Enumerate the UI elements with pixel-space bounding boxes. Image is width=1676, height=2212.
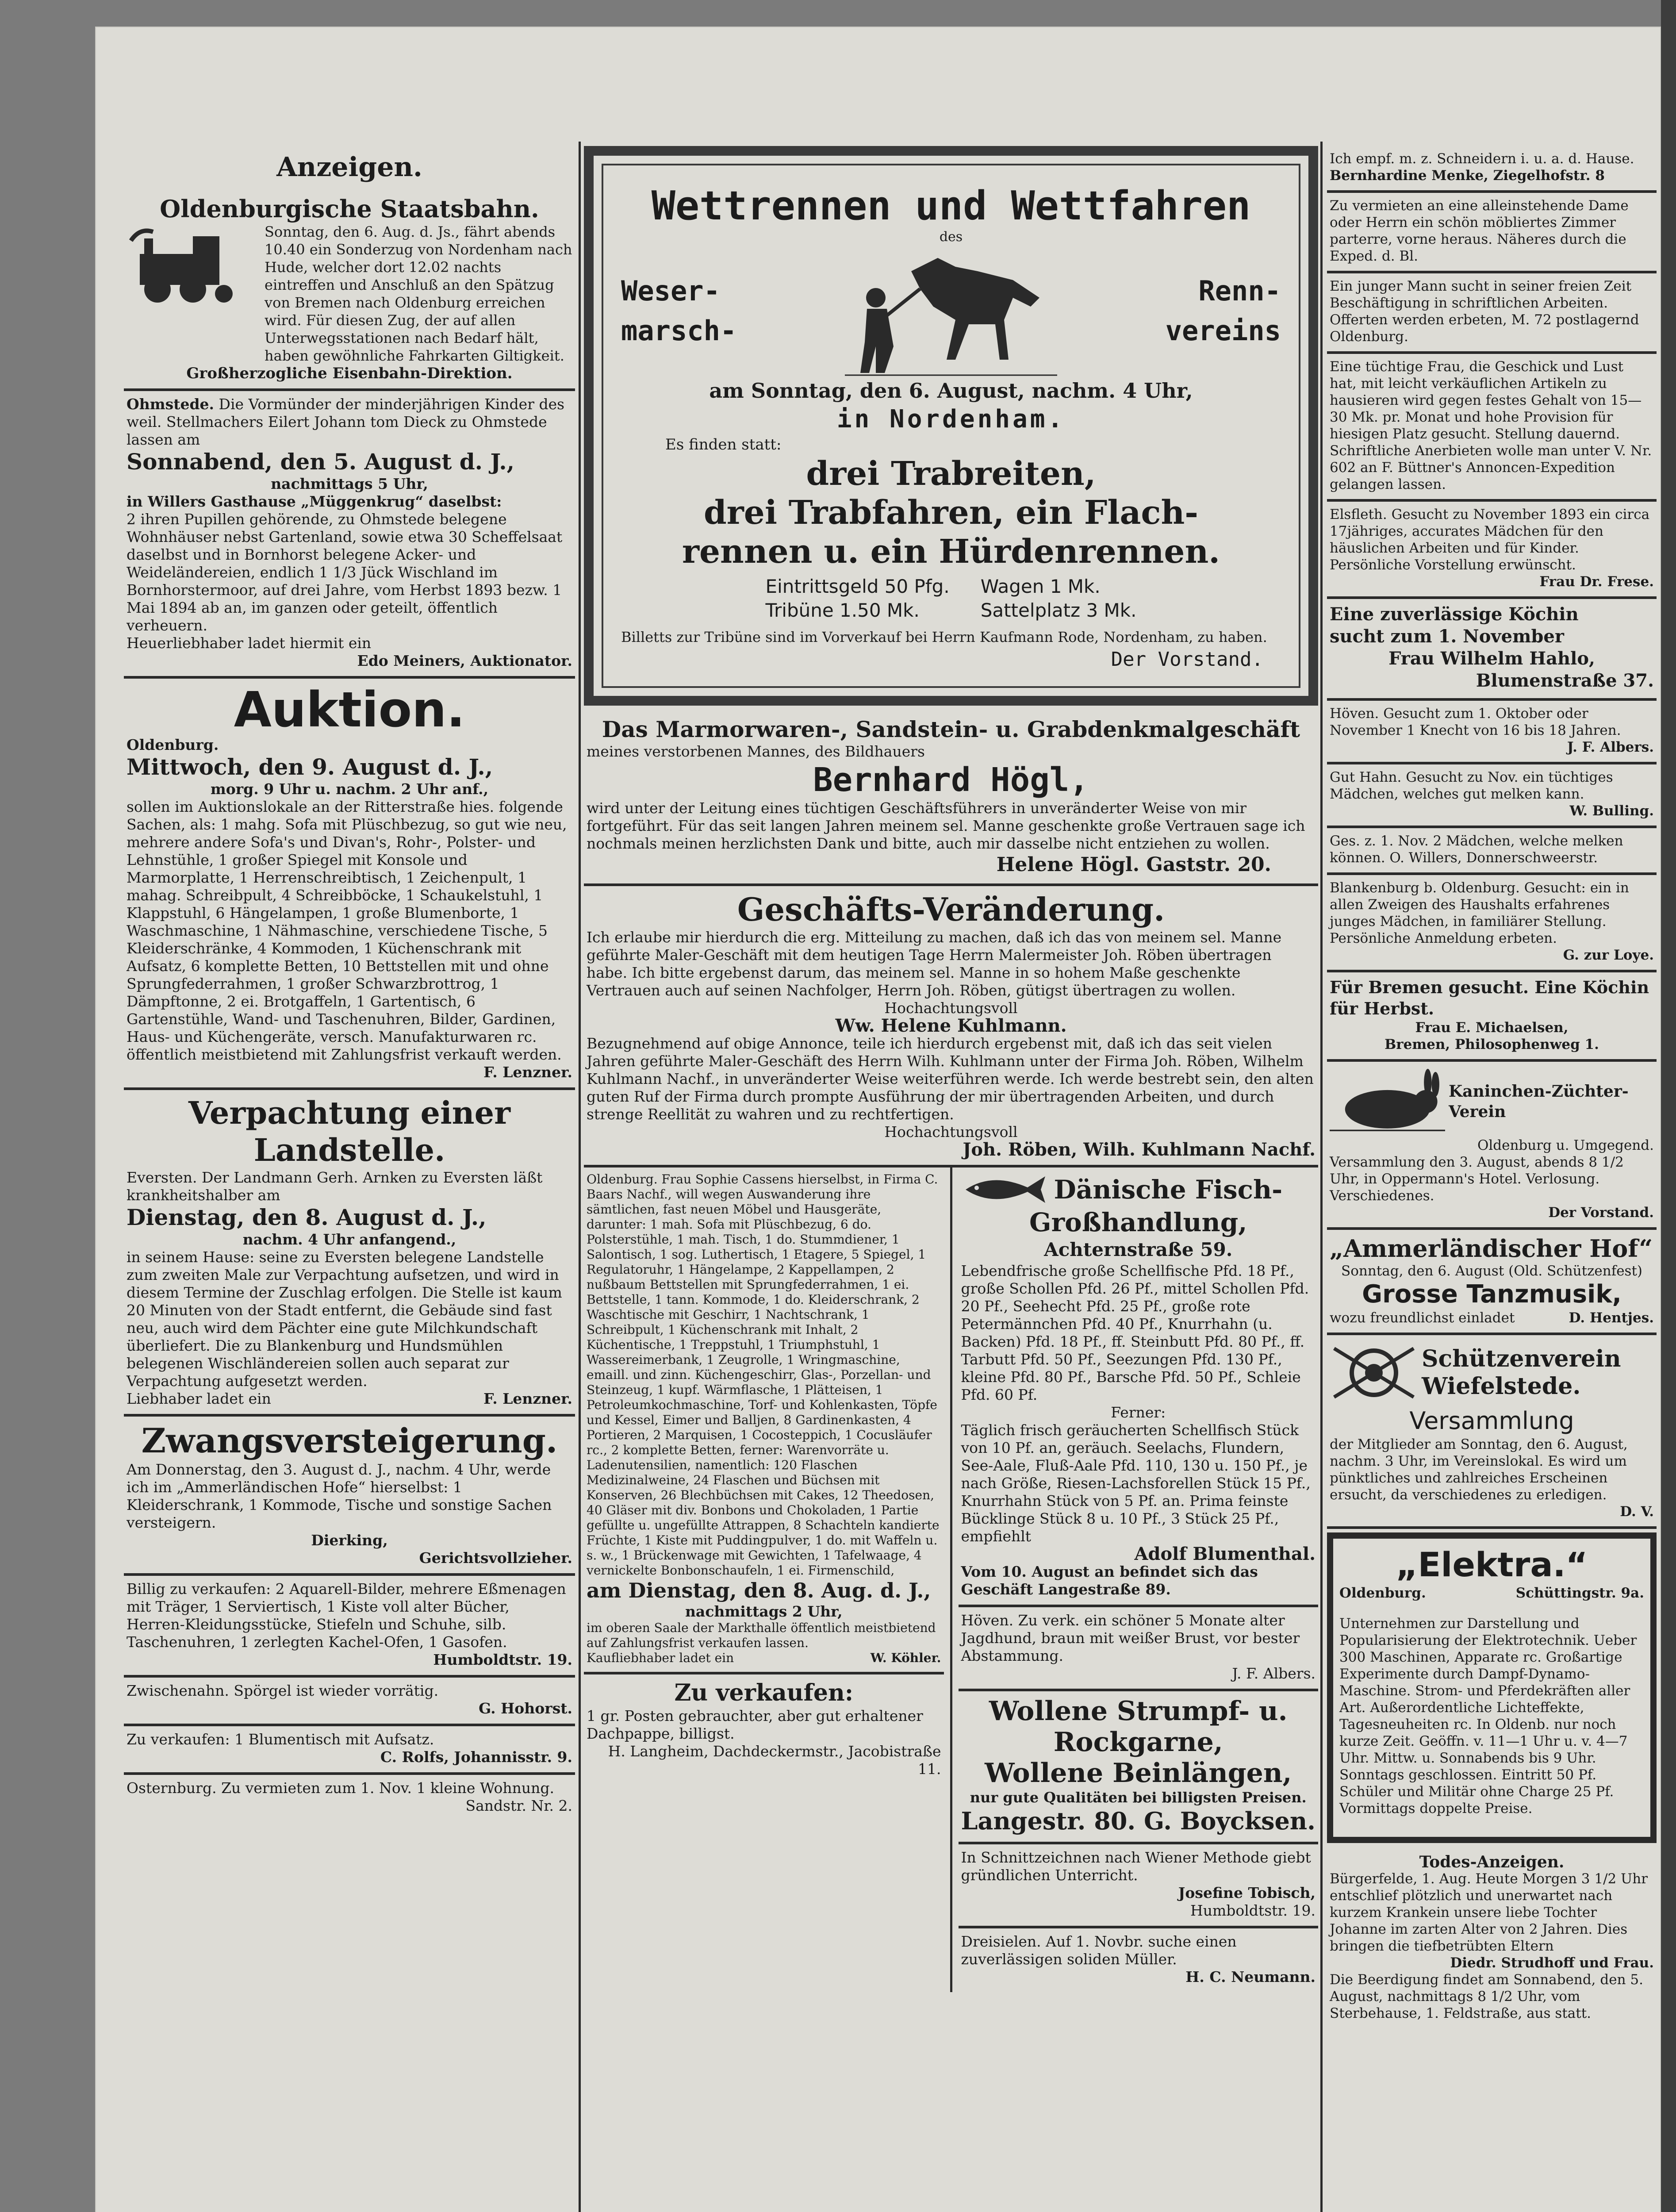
race-fee1: Eintrittsgeld 50 Pfg. — [765, 576, 950, 597]
hoeven-hund-text: Höven. Zu verk. ein schöner 5 Monate alter Jagdhund, braun mit weißer Brust, vor bester Abstammung. — [961, 1612, 1300, 1664]
wolle-line4: nur gute Qualitäten bei billigsten Preisen. — [970, 1789, 1307, 1806]
gut-hahn-ad — [1327, 764, 1657, 828]
ohmstede-text2: 2 ihren Pupillen gehörende, zu Ohmstede belegene Wohnhäuser nebst Gartenland, sowie etwa 30 Scheffelsaat daselbst und in Bornhorst belegene Acker- und Weideländereien, endlich 1 1/3 Jück Wischland im Bornhorstermoor, auf drei Jahre, vom Herbst 1893 bezw. 1 Mai 1894 ab an, im ganzen oder geteilt, öffentlich verheuern. — [127, 511, 563, 634]
race-fee2: Wagen 1 Mk. — [980, 576, 1101, 597]
geschaefts-text: Ich erlaube mir hierdurch die erg. Mitteilung zu machen, daß ich das von meinem sel. Manne geführte Maler-Geschäft mit dem heutigen Tage Herrn Malermeister Joh. Röben übertragen habe. Ich bitte ergebenst darum, das meinem sel. Manne in so hohem Maße geschenkte Vertrauen auch auf seinen Nachfolger, Herrn Joh. Röben, gütigst übertragen zu wollen. — [587, 929, 1282, 999]
verpachtung-title: Verpachtung einer Landstelle. — [188, 1094, 510, 1168]
auktion-signature: F. Lenzner. — [483, 1064, 572, 1081]
kaninchen-title: Kaninchen-Züchter-Verein — [1448, 1082, 1629, 1121]
kaninchen-signature: Der Vorstand. — [1548, 1205, 1654, 1221]
billig-text: Billig zu verkaufen: 2 Aquarell-Bilder, mehrere Eßmenagen mit Träger, 1 Serviertisch, 1 Kiste voll alter Bücher, Herren-Kleidungsstücke, Stiefeln und Schuhe, silb. Taschenuhren, 1 zerlegten Kachel-Ofen, 1 Gasofen. — [127, 1580, 566, 1651]
knecht-ad — [1327, 701, 1657, 764]
junger-mann-text: Ein junger Mann sucht in seiner freien Zeit Beschäftigung in schriftlichen Arbeiten. Offerten werden erbeten, M. 72 postlagernd Oldenburg. — [1330, 278, 1639, 345]
bremen-sign1: Frau E. Michaelsen, — [1415, 1020, 1569, 1036]
ohmstede-invite: Heuerliebhaber ladet hiermit ein — [127, 634, 372, 652]
ohmstede-place: in Willers Gasthause „Müggenkrug“ daselbst: — [127, 493, 502, 510]
todes-ad — [1327, 1849, 1657, 2028]
column-rule-2 — [1320, 142, 1323, 2212]
dreisielen-text: Dreisielen. Auf 1. Novbr. suche einen zuverlässigen soliden Müller. — [961, 1933, 1237, 1968]
column-rule-1 — [579, 142, 581, 2212]
schuetzen-versammlung: Versammlung — [1409, 1407, 1574, 1435]
wolle-line3: Wollene Beinlängen, — [985, 1758, 1292, 1789]
ammerland-signature: D. Hentjes. — [1569, 1310, 1654, 1326]
column-left — [124, 146, 575, 1821]
knecht-signature: J. F. Albers. — [1567, 739, 1654, 755]
schuetzen-title1: Schützenverein — [1422, 1345, 1621, 1372]
koechin-line4: Blumenstraße 37. — [1476, 670, 1654, 691]
schuetzen-title2: Wiefelstede. — [1422, 1373, 1581, 1400]
schnitt-sign2: Humboldtstr. 19. — [1190, 1902, 1315, 1919]
billig-signature: Humboldtstr. 19. — [433, 1651, 572, 1668]
menke-signature: Bernhardine Menke, Ziegelhofstr. 8 — [1330, 168, 1605, 184]
verpachtung-ad — [124, 1090, 575, 1417]
marmor-title: Das Marmorwaren-, Sandstein- u. Grabdenkmalgeschäft — [602, 716, 1300, 742]
dreisielen-ad — [959, 1928, 1319, 1992]
kaninchen-ad — [1327, 1062, 1657, 1230]
middle-right-sub — [950, 1167, 1319, 1992]
zimmer-ad — [1327, 193, 1657, 273]
willers-ad — [1327, 828, 1657, 875]
zwischenahn-ad — [124, 1678, 575, 1726]
elsfleth-signature: Frau Dr. Frese. — [1539, 574, 1654, 590]
auktion-ad — [124, 679, 575, 1090]
osternburg-signature: Sandstr. Nr. 2. — [465, 1797, 572, 1814]
geschaefts-text2: Bezugnehmend auf obige Annonce, teile ich hierdurch ergebenst mit, daß ich das seit vielen Jahren geführte Maler-Geschäft des Herrn Wilh. Kuhlmann unter der Firma Joh. Röben, Wilhelm Kuhlmann Nachf., in unveränderter Weise weiterführen werde. Ich werde bestrebt sein, den alten guten Ruf der Firma durch prompte Ausführung der mir übertragenden Arbeiten, und durch strenge Reellität zu wahren und zu rechtfertigen. — [587, 1035, 1314, 1123]
bremen-text: Für Bremen gesucht. Eine Köchin für Herbst. — [1330, 977, 1649, 1018]
race-ad — [584, 146, 1318, 706]
race-des: des — [939, 229, 963, 245]
fisch-signature: Adolf Blumenthal. — [1134, 1544, 1315, 1564]
fisch-title2: Großhandlung, — [1029, 1207, 1247, 1237]
race-signature: Der Vorstand. — [1111, 648, 1263, 671]
auktion-text: sollen im Auktionslokale an der Ritterstraße hies. folgende Sachen, als: 1 mahg. Sofa mit Plüschbezug, so gut wie neu, mehrere andere Sofa's und Divan's, Rohr-, Polster- und Lehnstühle, 1 großer Spiegel mit Konsole und Marmorplatte, 1 Herrenschreibtisch, 1 Zeichenpult, 1 mahag. Schreibpult, 4 Schreibböcke, 1 Schaukelstuhl, 1 Klappstuhl, 6 Hängelampen, 1 große Blumenborte, 1 Waschmaschine, 1 Nähmaschine, verschiedene Tische, 5 Kleiderschränke, 4 Kommoden, 1 Küchenschrank mit Aufsatz, 6 komplette Betten, 10 Bettstellen mit und ohne Sprungfederrahmen, 1 großer Schwarzbrottrog, 1 Dämpftonne, 2 ei. Brotgaffeln, 1 Gartentisch, 6 Gartenstühle, Wand- und Taschenuhren, Bilder, Gardinen, Haus- und Küchengeräte, versch. Manufakturwaren rc. öffentlich meistbietend mit Zahlungsfrist verkauft werden. — [127, 798, 567, 1063]
wolle-ad — [959, 1691, 1319, 1844]
verpachtung-signature: F. Lenzner. — [483, 1390, 572, 1407]
race-fee4: Sattelplatz 3 Mk. — [980, 599, 1137, 621]
zwischenahn-signature: G. Hohorst. — [479, 1700, 572, 1717]
zuverkaufen-ad — [124, 1726, 575, 1775]
hoeven-hund-signature: J. F. Albers. — [1232, 1665, 1315, 1682]
fisch-text2: Täglich frisch geräucherten Schellfisch Stück von 10 Pf. an, geräuch. Seelachs, Flundern, See-Aale, Fluß-Aale Pfd. 110, 130 u. 150 Pf., je nach Größe, Riesen-Lachsforellen Stück 15 Pf., Knurrhahn Stück von 5 Pf. an. Prima feinste Bücklinge Stück 8 u. 10 Pf., 3 Stück 25 Pf., empfiehlt — [961, 1421, 1311, 1545]
zwangsversteigerung-text: Am Donnerstag, den 3. August d. J., nachm. 4 Uhr, werde ich im „Ammerländischen Hofe“ hierselbst: 1 Kleiderschrank, 1 Kommode, Tische und sonstige Sachen versteigern. — [127, 1461, 552, 1531]
race-right2: vereins — [1165, 315, 1281, 347]
race-billets: Billetts zur Tribüne sind im Vorverkauf bei Herrn Kaufmann Rode, Nordenham, zu haben. — [621, 629, 1267, 645]
locomotive-icon — [127, 223, 259, 307]
fisch-ferner: Ferner: — [1111, 1404, 1166, 1421]
rabbit-icon — [1330, 1066, 1445, 1137]
frau-gesucht-text: Eine tüchtige Frau, die Geschick und Lust hat, mit leicht verkäuflichen Artikeln zu hausieren wird gegen festes Gehalt von 15—30 Mk. pr. Monat und hohe Provision für hiesigen Platz gesucht. Stellung dauernd. Schriftliche Anerbieten wolle man unter V. Nr. 602 an F. Büttner's Annoncen-Expedition gelangen lassen. — [1330, 359, 1652, 492]
fisch-address: Achternstraße 59. — [1044, 1239, 1233, 1260]
koechin-line2: sucht zum 1. November — [1330, 626, 1564, 647]
staatsbahn-ad — [124, 190, 575, 391]
koechin-ad — [1327, 599, 1657, 701]
todes-signature: Diedr. Strudhoff und Frau. — [1450, 1955, 1654, 1971]
race-left2: marsch- — [621, 315, 737, 347]
elektra-ad — [1327, 1532, 1657, 1843]
geschaefts-sign1: Ww. Helene Kuhlmann. — [835, 1015, 1067, 1036]
zwangsversteigerung-sign2: Gerichtsvollzieher. — [419, 1549, 572, 1567]
fisch-title1: Dänische Fisch- — [1054, 1175, 1283, 1205]
zwischenahn-text: Zwischenahn. Spörgel ist wieder vorrätig. — [127, 1682, 439, 1699]
verpachtung-time: nachm. 4 Uhr anfangend., — [242, 1231, 456, 1248]
cassens-date: am Dienstag, den 8. Aug. d. J., — [587, 1578, 931, 1602]
fish-icon — [961, 1172, 1050, 1207]
race-finden: Es finden statt: — [665, 436, 782, 453]
middle-split — [584, 1167, 1318, 1992]
race-title: Wettrennen und Wettfahren — [651, 183, 1251, 229]
kaninchen-place: Oldenburg u. Umgegend. — [1477, 1137, 1654, 1153]
middle-left-sub — [584, 1167, 950, 1992]
cassens-invite: Kaufliebhaber ladet ein — [587, 1651, 734, 1665]
wolle-line5: Langestr. 80. G. Boycksen. — [961, 1807, 1315, 1835]
marmor-ad — [584, 712, 1318, 886]
todes-title: Todes-Anzeigen. — [1419, 1853, 1565, 1871]
geschaefts-title: Geschäfts-Veränderung. — [737, 891, 1165, 928]
race-right1: Renn- — [1198, 275, 1281, 307]
menke-text: Ich empf. m. z. Schneidern i. u. a. d. Hause. — [1330, 151, 1634, 167]
dachpappe-title: Zu verkaufen: — [674, 1679, 854, 1706]
schuetzen-text: der Mitglieder am Sonntag, den 6. August, nachm. 3 Uhr, im Vereinslokal. Es wird um pünktliches und zahlreiches Erscheinen ersucht, da verschiedenes zu erledigen. — [1330, 1436, 1628, 1503]
elektra-place: Oldenburg. — [1339, 1585, 1426, 1601]
cassens-ad — [584, 1167, 944, 1674]
junger-mann-ad — [1327, 273, 1657, 354]
wolle-line2: Rockgarne, — [1053, 1727, 1223, 1758]
billig-ad — [124, 1576, 575, 1678]
geschaefts-ad — [584, 886, 1318, 1167]
ammerland-big: Grosse Tanzmusik, — [1362, 1280, 1622, 1309]
koechin-line3: Frau Wilhelm Hahlo, — [1388, 648, 1595, 669]
auktion-time: morg. 9 Uhr u. nachm. 2 Uhr anf., — [210, 780, 489, 798]
geschaefts-sign2: Joh. Röben, Wilh. Kuhlmann Nachf. — [963, 1139, 1315, 1160]
race-event3: rennen u. ein Hürdenrennen. — [682, 533, 1220, 571]
blankenburg-signature: G. zur Loye. — [1563, 947, 1654, 963]
schnitt-text: In Schnittzeichnen nach Wiener Methode giebt gründlichen Unterricht. — [961, 1849, 1311, 1884]
anzeigen-heading: Anzeigen. — [276, 152, 422, 183]
race-place: in Nordenham. — [836, 405, 1066, 434]
wolle-line1: Wollene Strumpf- u. — [989, 1696, 1288, 1727]
race-event2: drei Trabfahren, ein Flach- — [704, 494, 1198, 532]
dachpappe-ad — [584, 1674, 944, 1784]
elektra-text: Unternehmen zur Darstellung und Popularisierung der Elektrotechnik. Ueber 300 Maschinen, Apparate rc. Großartige Experimente durch Dampf-Dynamo-Maschine. Strom- und Pferdekräften aller Art. Außerordentliche Lichteffekte, Tagesneuheiten rc. In Oldenb. nur noch kurze Zeit. Geöffn. v. 11—1 Uhr u. v. 4—7 Uhr. Mittw. u. Sonnabends bis 9 Uhr. Sonntags geschlossen. Eintritt 50 Pf. Schüler und Militär ohne Charge 25 Pf. Vormittags doppelte Preise. — [1339, 1616, 1637, 1816]
elektra-title: „Elektra.“ — [1396, 1545, 1588, 1584]
fisch-text: Lebendfrische große Schellfische Pfd. 18 Pf., große Schollen Pfd. 26 Pf., mittel Schollen Pfd. 20 Pf., Seehecht Pfd. 25 Pf., große rote Petermännchen Pfd. 40 Pf., Knurrhahn (u. Backen) Pfd. 18 Pf., ff. Steinbutt Pfd. 80 Pf., ff. Tarbutt Pfd. 50 Pf., Seezungen Pfd. 130 Pf., kleine Pfd. 80 Pf., Barsche Pfd. 50 Pf., Schleie Pfd. 60 Pf. — [961, 1262, 1309, 1403]
column-right — [1327, 146, 1657, 2028]
verpachtung-invite: Liebhaber ladet ein — [127, 1390, 271, 1407]
osternburg-ad — [124, 1775, 575, 1821]
cassens-time: nachmittags 2 Uhr, — [685, 1603, 843, 1620]
zuverkaufen-text: Zu verkaufen: 1 Blumentisch mit Aufsatz. — [127, 1731, 434, 1748]
zuverkaufen-signature: C. Rolfs, Johannisstr. 9. — [380, 1748, 572, 1766]
race-fee3: Tribüne 1.50 Mk. — [765, 599, 920, 621]
ohmstede-signature: Edo Meiners, Auktionator. — [357, 652, 572, 669]
cassens-place: im oberen Saale der Markthalle öffentlich meistbietend auf Zahlungsfrist verkaufen lassen. — [587, 1621, 936, 1650]
bremen-ad — [1327, 972, 1657, 1062]
race-date: am Sonntag, den 6. August, nachm. 4 Uhr, — [709, 379, 1193, 403]
knecht-text: Höven. Gesucht zum 1. Oktober oder November 1 Knecht von 16 bis 18 Jahren. — [1330, 706, 1621, 738]
race-left1: Weser- — [621, 275, 720, 307]
marmor-signature: Helene Högl. Gaststr. 20. — [996, 853, 1271, 876]
menke-ad — [1327, 146, 1657, 193]
ammerland-ad — [1327, 1230, 1657, 1335]
schnitt-ad — [959, 1844, 1319, 1928]
koechin-line1: Eine zuverlässige Köchin — [1330, 604, 1579, 625]
blankenburg-text: Blankenburg b. Oldenburg. Gesucht: ein in allen Zweigen des Haushalts erfahrenes junges Mädchen, in familiärer Stellung. Persönliche Anmeldung erbeten. — [1330, 880, 1629, 946]
schuetzen-ad — [1327, 1335, 1657, 1529]
dachpappe-text: 1 gr. Posten gebrauchter, aber gut erhaltener Dachpappe, billigst. — [587, 1707, 923, 1742]
frau-gesucht-ad — [1327, 354, 1657, 502]
cassens-text: Oldenburg. Frau Sophie Cassens hierselbst, in Firma C. Baars Nachf., will wegen Auswanderung ihre sämtlichen, fast neuen Möbel und Hausgeräte, darunter: 1 mah. Sofa mit Plüschbezug, 6 do. Polsterstühle, 1 mah. Tisch, 1 do. Stummdiener, 1 Salontisch, 1 sog. Luthertisch, 1 Etagere, 5 Spiegel, 1 Regulatoruhr, 1 Hängelampe, 2 Kappellampen, 2 nußbaum Bettstellen mit Sprungfederrahmen, 1 ei. Bettstelle, 1 tann. Kommode, 1 do. Kleiderschrank, 2 Waschtische mit Geschirr, 1 Nachtschrank, 1 Schreibpult, 1 Küchenschrank mit Inhalt, 2 Küchentische, 1 Treppstuhl, 1 Triumphstuhl, 1 Wassereimerbank, 1 Zeugrolle, 1 Wringmaschine, emaill. und zinn. Küchengeschirr, Glas-, Porzellan- und Steinzeug, 1 kupf. Wärmflasche, 1 Plätteisen, 1 Petroleumkochmaschine, Torf- und Kohlenkasten, Töpfe und Kessel, Eimer und Balljen, 8 Gardinenkasten, 4 Portieren, 2 Marquisen, 1 Cocosteppich, 1 Cocusläufer rc., 2 komplette Betten, ferner: Warenvorräte u. Ladenutensilien, namentlich: 120 Flaschen Medizinalweine, 24 Flaschen und Büchsen mit Konserven, 26 Blechbüchsen mit Cakes, 12 Theedosen, 40 Gläser mit div. Bonbons und Chokoladen, 1 Partie gefüllte u. ungefüllte Attrappen, 8 Schachteln kandierte Früchte, 1 Kiste mit Puddingpulver, 1 do. mit Waffeln u. s. w., 1 Brückenwage mit Gewichten, 1 Tafelwaage, 4 vernickelte Bonbonschaufeln, 1 ei. Firmenschild, — [587, 1172, 940, 1578]
auktion-date: Mittwoch, den 9. August d. J., — [127, 754, 493, 780]
elsfleth-ad — [1327, 502, 1657, 599]
ammerland-invite: wozu freundlichst einladet — [1330, 1310, 1515, 1326]
fisch-ad — [959, 1167, 1319, 1607]
bremen-sign2: Bremen, Philosophenweg 1. — [1385, 1037, 1599, 1052]
hoeven-hund-ad — [959, 1607, 1319, 1691]
elektra-address: Schüttingstr. 9a. — [1515, 1585, 1644, 1601]
ohmstede-title: Ohmstede. — [127, 396, 215, 413]
race-event1: drei Trabreiten, — [806, 455, 1096, 493]
staatsbahn-title: Oldenburgische Staatsbahn. — [160, 195, 539, 223]
geschaefts-hoch2: Hochachtungsvoll — [884, 1123, 1018, 1141]
zwangsversteigerung-ad — [124, 1417, 575, 1576]
verpachtung-date: Dienstag, den 8. August d. J., — [127, 1204, 487, 1230]
ammerland-text: Sonntag, den 6. August (Old. Schützenfest) — [1341, 1263, 1643, 1279]
cassens-signature: W. Köhler. — [870, 1651, 941, 1665]
marmor-sub: meines verstorbenen Mannes, des Bildhauers — [587, 743, 925, 760]
marmor-text: wird unter der Leitung eines tüchtigen Geschäftsführers in unveränderter Weise von mir fortgeführt. Für das seit langen Jahren meinem sel. Manne geschenkte große Vertrauen sage ich nochmals meinen herzlichsten Dank und bitte, auch mir dasselbe nicht entziehen zu wollen. — [587, 799, 1305, 852]
verpachtung-text: Eversten. Der Landmann Gerh. Arnken zu Eversten läßt krankheitshalber am — [127, 1169, 543, 1204]
auktion-place: Oldenburg. — [127, 736, 219, 753]
kaninchen-text: Versammlung den 3. August, abends 8 1/2 Uhr, in Oppermann's Hotel. Verlosung. Verschiedenes. — [1330, 1154, 1624, 1204]
osternburg-text: Osternburg. Zu vermieten zum 1. Nov. 1 kleine Wohnung. — [127, 1779, 555, 1797]
column-middle — [584, 146, 1318, 1992]
elsfleth-text: Elsfleth. Gesucht zu November 1893 ein circa 17jähriges, accurates Mädchen für den häuslichen Arbeiten und für Kinder. Persönliche Vorstellung erwünscht. — [1330, 507, 1650, 573]
fisch-note: Vom 10. August an befindet sich das Geschäft Langestraße 89. — [961, 1563, 1258, 1598]
todes-text2: Die Beerdigung findet am Sonnabend, den 5. August, nachmittags 8 1/2 Uhr, vom Sterbehause, 1. Feldstraße, aus statt. — [1330, 1972, 1643, 2021]
staatsbahn-text: Sonntag, den 6. Aug. d. Js., fährt abends 10.40 ein Sonderzug von Nordenham nach Hude, welcher dort 12.02 nachts eintreffen und Anschluß an den Spätzug von Bremen nach Oldenburg erreichen wird. Für diesen Zug, der auf allen Unterwegsstationen nach Bedarf hält, haben gewöhnliche Fahrkarten Giltigkeit. — [265, 223, 572, 364]
dachpappe-signature: H. Langheim, Dachdeckermstr., Jacobistraße 11. — [608, 1743, 941, 1778]
blankenburg-ad — [1327, 875, 1657, 972]
anzeigen-heading-block — [124, 146, 575, 190]
ohmstede-time: nachmittags 5 Uhr, — [271, 475, 428, 492]
dreisielen-signature: H. C. Neumann. — [1185, 1968, 1315, 1985]
gut-hahn-text: Gut Hahn. Gesucht zu Nov. ein tüchtiges Mädchen, welches gut melken kann. — [1330, 769, 1613, 802]
ammerland-title: „Ammerländischer Hof“ — [1330, 1234, 1653, 1263]
page-edge — [1661, 0, 1676, 2212]
schnitt-sign1: Josefine Tobisch, — [1178, 1884, 1315, 1901]
geschaefts-hoch: Hochachtungsvoll — [884, 999, 1018, 1017]
staatsbahn-signature: Großherzogliche Eisenbahn-Direktion. — [186, 365, 513, 382]
zwangsversteigerung-title: Zwangsversteigerung. — [141, 1421, 558, 1460]
target-icon — [1330, 1340, 1418, 1406]
ohmstede-date: Sonnabend, den 5. August d. J., — [127, 449, 515, 475]
schuetzen-signature: D. V. — [1620, 1504, 1654, 1520]
ohmstede-text: Die Vormünder der minderjährigen Kinder des weil. Stellmachers Eilert Johann tom Dieck zu Ohmstede lassen am — [127, 396, 565, 448]
willers-text: Ges. z. 1. Nov. 2 Mädchen, welche melken können. O. Willers, Donnerschweerstr. — [1330, 833, 1623, 866]
zimmer-text: Zu vermieten an eine alleinstehende Dame oder Herrn ein schön möbliertes Zimmer parterre, vorne heraus. Näheres durch die Exped. d. Bl. — [1330, 198, 1629, 264]
marmor-name: Bernhard Högl, — [813, 761, 1089, 799]
zwangsversteigerung-sign1: Dierking, — [311, 1532, 388, 1549]
todes-text: Bürgerfelde, 1. Aug. Heute Morgen 3 1/2 Uhr entschlief plötzlich und unerwartet nach kurzem Krankein unsere liebe Tochter Johanne im zarten Alter von 2 Jahren. Dies bringen die tiefbetrübten Eltern — [1330, 1871, 1648, 1954]
horse-icon — [845, 245, 1057, 377]
verpachtung-text2: in seinem Hause: seine zu Eversten belegene Landstelle zum zweiten Male zur Verpachtung aufsetzen, und wird in diesem Termine der Zuschlag erfolgen. Die Stelle ist kaum 20 Minuten von der Stadt entfernt, die Gebäude sind fast neu, auch wird dem Pächter eine gute Milchkundschaft überliefert. Die zu Blankenburg und Hundsmühlen belegenen Wischländereien sollen auch separat zur Verpachtung aufgesetzt werden. — [127, 1248, 562, 1390]
gut-hahn-signature: W. Bulling. — [1569, 803, 1654, 819]
auktion-title: Auktion. — [234, 681, 465, 738]
ohmstede-ad — [124, 391, 575, 679]
